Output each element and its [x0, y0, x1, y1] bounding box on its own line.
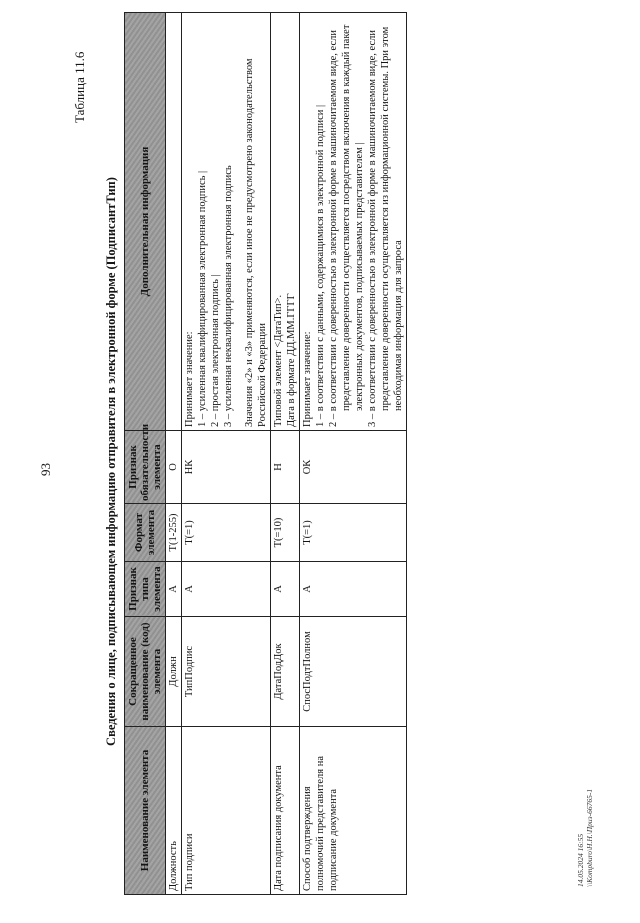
cell-required: ОК — [300, 431, 407, 504]
info-line: 1 – в соответствии с данными, содержащимися в электронной подписи | — [315, 104, 326, 427]
table-row — [300, 13, 407, 895]
cell-type: А — [182, 562, 271, 617]
cell-name: Дата подписания документа — [271, 727, 300, 895]
table-caption: Сведения о лице, подписывающем информацию отправителя в электронной форме (ПодписантТип) — [104, 177, 118, 746]
cell-type: А — [271, 562, 300, 617]
header-element-code: Сокращенное наименование (код) элемента — [125, 617, 166, 727]
table-row — [182, 13, 271, 895]
cell-info — [271, 13, 300, 431]
info-line: Типовой элемент <ДатаТип>. — [273, 294, 284, 427]
header-element-format: Формат элемента — [125, 504, 166, 562]
header-element-required: Признак обязательности элемента — [125, 431, 166, 504]
cell-code: ТипПодпис — [182, 617, 271, 727]
table-row — [271, 13, 300, 895]
cell-format: T(1-255) — [166, 504, 182, 562]
cell-required: Н — [271, 431, 300, 504]
elements-table — [124, 12, 407, 895]
info-line: 3 – в соответствии с доверенностью в электронной форме в машиночитаемом виде, если представление доверенности осуществляется из информационной системы. При этом необходимая информация для запроса — [367, 26, 404, 427]
info-line: 2 – простая электронная подпись | — [210, 274, 221, 427]
cell-format: T(=1) — [300, 504, 407, 562]
print-stamp — [576, 789, 594, 887]
cell-code: ДатаПодДок — [271, 617, 300, 727]
info-line: Значения «2» и «3» применяются, если иное не предусмотрено законодательством Российской Федерации — [244, 58, 268, 427]
info-line: Принимает значение: — [302, 331, 313, 427]
cell-info — [300, 13, 407, 431]
header-additional-info: Дополнительная информация — [125, 13, 166, 431]
info-line: 1 – усиленная квалифицированная электронная подпись | — [197, 170, 208, 427]
page-number: 93 — [38, 463, 53, 476]
cell-format: T(=1) — [182, 504, 271, 562]
table-header-row — [125, 13, 166, 895]
stamp-path: \\Kompburo\Н.Н.\Приз-66765-1 — [585, 788, 594, 887]
table-row — [166, 13, 182, 895]
cell-format: T(=10) — [271, 504, 300, 562]
cell-name: Тип подписи — [182, 727, 271, 895]
cell-type: А — [300, 562, 407, 617]
cell-required: О — [166, 431, 182, 504]
cell-name: Должность — [166, 727, 182, 895]
table-label: Таблица 11.6 — [72, 51, 87, 123]
cell-code: СпосПодтПолном — [300, 617, 407, 727]
cell-name: Способ подтверждения полномочий представителя на подписание документа — [300, 727, 407, 895]
stamp-datetime: 14.05.2024 16:55 — [576, 833, 585, 887]
header-element-type: Признак типа элемента — [125, 562, 166, 617]
info-line: 3 – усиленная неквалифицированная электронная подпись — [223, 165, 234, 427]
info-line: 2 – в соответствии с доверенностью в электронной форме в машиночитаемом виде, если представление доверенности осуществляется посредством включения в каждый пакет электронных документов, подписываемых представителем | — [328, 24, 365, 427]
cell-required: НК — [182, 431, 271, 504]
cell-info — [182, 13, 271, 431]
info-line: Дата в формате ДД.ММ.ГГГГ — [286, 293, 297, 427]
cell-info — [166, 13, 182, 431]
header-element-name: Наименование элемента — [125, 727, 166, 895]
cell-code: Должн — [166, 617, 182, 727]
info-line: Принимает значение: — [184, 331, 195, 427]
cell-type: А — [166, 562, 182, 617]
